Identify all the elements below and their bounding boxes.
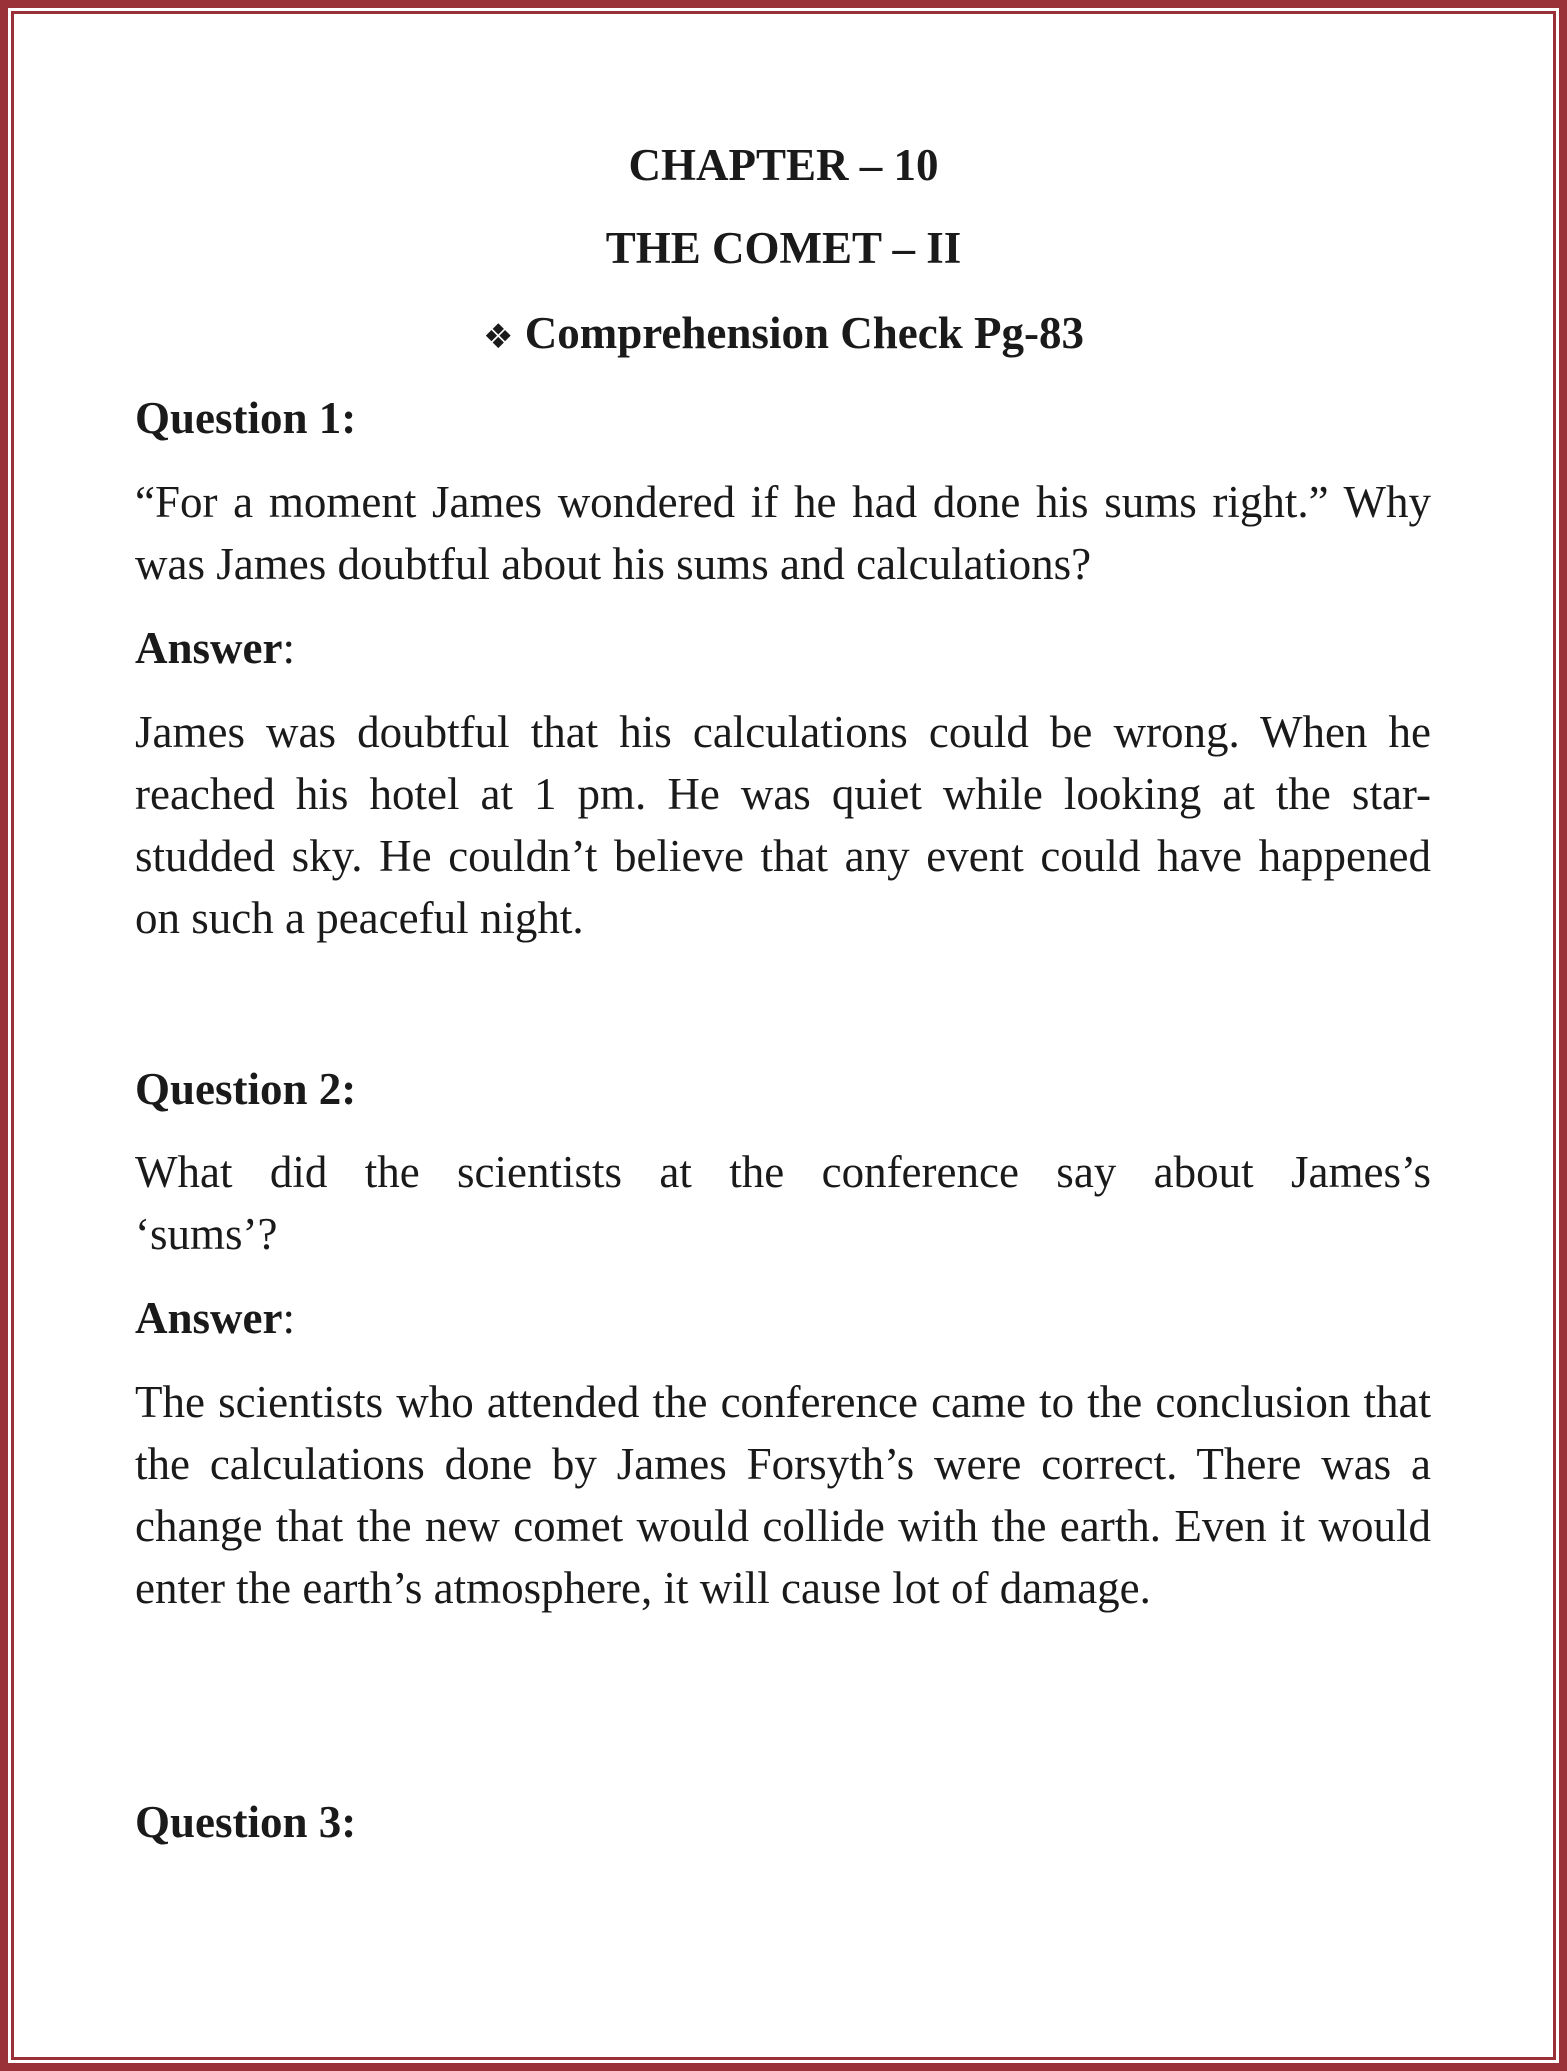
- answer-2-label: Answer:: [135, 1293, 295, 1343]
- question-1-label: Question 1:: [135, 393, 357, 443]
- answer-2-text: The scientists who attended the conference came to the conclusion that the calculations done by James Forsyth’s were correct. There was a change that the new comet would collide with the earth. Even it would enter the earth’s atmosphere, it will cause lot of damage.: [135, 1377, 1431, 1613]
- question-3-label: Question 3:: [135, 1797, 357, 1847]
- question-2-label: Question 2:: [135, 1064, 357, 1114]
- chapter-title: THE COMET – II: [605, 223, 962, 273]
- section-heading: ❖ Comprehension Check Pg-83: [483, 308, 1084, 358]
- question-2-text: What did the scientists at the conference say about James’s ‘sums’?: [135, 1147, 1431, 1259]
- chapter-number: CHAPTER – 10: [628, 140, 939, 190]
- question-1-text: “For a moment James wondered if he had done his sums right.” Why was James doubtful about his sums and calculations?: [135, 477, 1431, 589]
- answer-1-text: James was doubtful that his calculations could be wrong. When he reached his hotel at 1 pm. He was quiet while looking at the star-studded sky. He couldn’t believe that any event could have happened on such a peaceful night.: [135, 707, 1431, 943]
- answer-1-label: Answer:: [135, 623, 295, 673]
- diamond-bullet-icon: ❖: [483, 317, 514, 357]
